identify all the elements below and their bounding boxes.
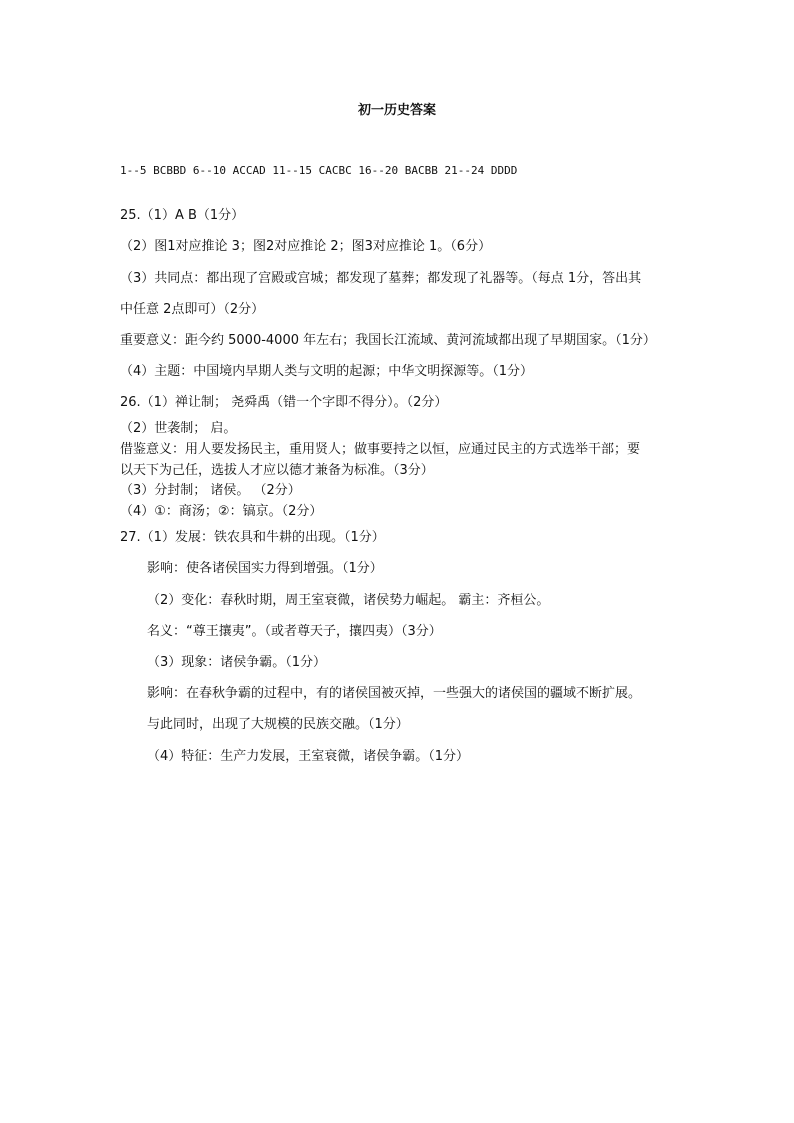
- q26-line-2: （2）世袭制； 启。: [120, 421, 237, 436]
- q26-line-1: 26.（1）禅让制； 尧舜禹（错一个字即不得分）。（2分）: [120, 395, 448, 410]
- q27-line-1: 27.（1）发展：铁农具和牛耕的出现。（1分）: [120, 530, 385, 545]
- q27-line-6: 影响：在春秋争霸的过程中，有的诸侯国被灭掉，一些强大的诸侯国的疆域不断扩展。: [147, 686, 642, 701]
- q27-line-7: 与此同时，出现了大规模的民族交融。（1分）: [147, 717, 409, 732]
- q25-line-5: 重要意义：距今约 5000-4000 年左右；我国长江流域、黄河流域都出现了早期国家。（1分）: [120, 333, 656, 348]
- q27-line-5: （3）现象：诸侯争霸。（1分）: [147, 655, 327, 670]
- q26-line-6: （4）①：商汤；②：镐京。（2分）: [120, 504, 323, 519]
- q27-line-8: （4）特征：生产力发展，王室衰微，诸侯争霸。（1分）: [147, 749, 470, 764]
- q25-line-1: 25.（1）A B（1分）: [120, 208, 245, 223]
- page-title: 初一历史答案: [357, 103, 436, 118]
- q27-line-4: 名义：“尊王攘夷”。（或者尊天子，攘四夷）（3分）: [147, 624, 442, 639]
- q26-line-4: 以天下为己任，选拔人才应以德才兼备为标准。（3分）: [120, 463, 434, 478]
- q25-line-6: （4）主题：中国境内早期人类与文明的起源；中华文明探源等。（1分）: [120, 364, 534, 379]
- q25-line-3: （3）共同点：都出现了宫殿或宫城；都发现了墓葬；都发现了礼器等。（每点 1分，答出其: [120, 271, 642, 286]
- q27-line-2: 影响：使各诸侯国实力得到增强。（1分）: [147, 561, 383, 576]
- q25-line-2: （2）图1对应推论 3；图2对应推论 2；图3对应推论 1。（6分）: [120, 239, 492, 254]
- q27-line-3: （2）变化：春秋时期，周王室衰微，诸侯势力崛起。 霸主：齐桓公。: [147, 593, 550, 608]
- q25-line-4: 中任意 2点即可）（2分）: [120, 302, 265, 317]
- q26-line-5: （3）分封制； 诸侯。 （2分）: [120, 483, 301, 498]
- q26-line-3: 借鉴意义：用人要发扬民主，重用贤人；做事要持之以恒，应通过民主的方式选举干部；要: [120, 442, 641, 457]
- answer-key-line: 1--5 BCBBD 6--10 ACCAD 11--15 CACBC 16--20 BACBB 21--24 DDDD: [120, 164, 518, 177]
